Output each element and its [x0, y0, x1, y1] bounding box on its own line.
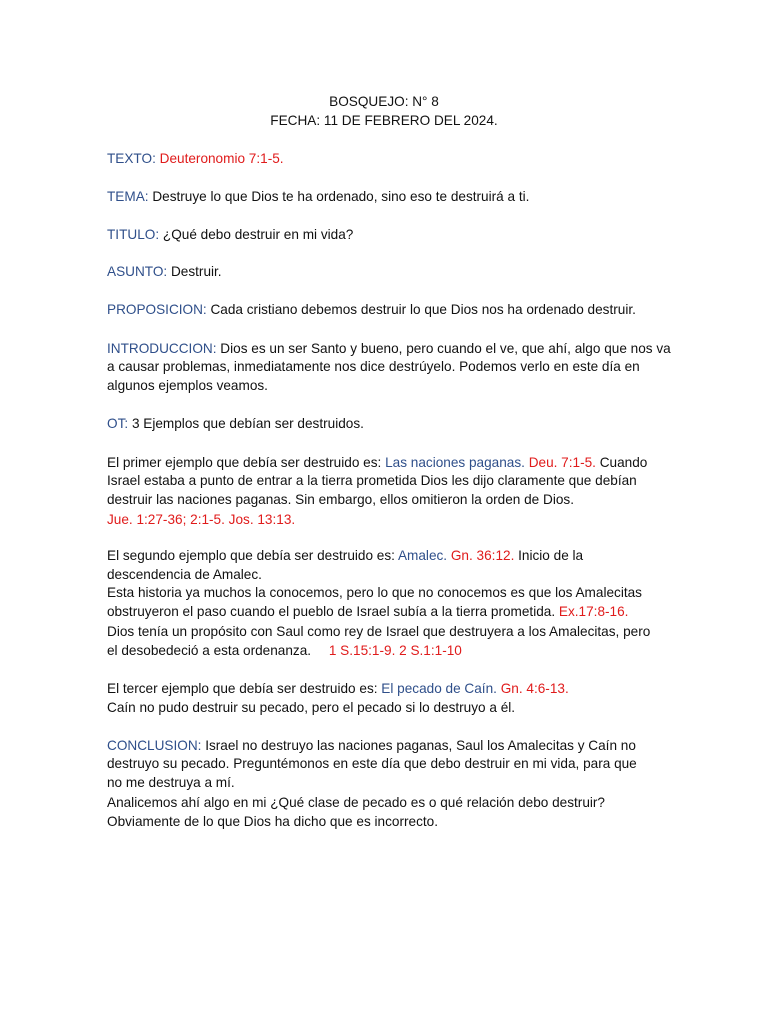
ejemplo2-line-6 — [107, 643, 462, 658]
ot-line — [107, 416, 364, 431]
ejemplo1-after: Cuando — [599, 455, 648, 470]
ejemplo1-reference: Deu. 7:1-5. — [528, 455, 596, 470]
conclusion-label: CONCLUSION: — [107, 738, 202, 753]
ejemplo2-line-1 — [107, 548, 583, 563]
conclusion-line-3: no me destruya a mí. — [107, 775, 235, 790]
conclusion-line-5: Obviamente de lo que Dios ha dicho que es incorrecto. — [107, 814, 438, 829]
outline-date: FECHA: 11 DE FEBRERO DEL 2024. — [270, 113, 498, 128]
ejemplo2-intro: El segundo ejemplo que debía ser destruido es: — [107, 548, 395, 563]
ejemplo3-reference: Gn. 4:6-13. — [500, 681, 569, 696]
ejemplo1-line-3: destruir las naciones paganas. Sin embargo, ellos omitieron la orden de Dios. — [107, 492, 574, 507]
proposicion-label: PROPOSICION: — [107, 302, 207, 317]
titulo-text: ¿Qué debo destruir en mi vida? — [162, 227, 354, 242]
ejemplo2-reference: Gn. 36:12. — [450, 548, 515, 563]
ejemplo3-line-1 — [107, 681, 569, 696]
titulo-label: TITULO: — [107, 227, 160, 242]
outline-number: BOSQUEJO: N° 8 — [329, 94, 439, 109]
ejemplo2-highlight: Amalec. — [397, 548, 448, 563]
ejemplo1-intro: El primer ejemplo que debía ser destruido es: — [107, 455, 382, 470]
ejemplo1-line-2: Israel estaba a punto de entrar a la tierra prometida Dios les dijo claramente que debían — [107, 473, 637, 488]
ejemplo1-highlight: Las naciones paganas. — [385, 455, 525, 470]
ot-text: 3 Ejemplos que debían ser destruidos. — [131, 416, 364, 431]
ejemplo2-line-6-text: el desobedeció a esta ordenanza. — [107, 643, 312, 658]
ejemplo1-refs-line: Jue. 1:27-36; 2:1-5. Jos. 13:13. — [107, 512, 296, 527]
ejemplo2-line-4-reference: Ex.17:8-16. — [558, 604, 629, 619]
ejemplo2-after: Inicio de la — [518, 548, 584, 563]
proposicion-text: Cada cristiano debemos destruir lo que Dios nos ha ordenado destruir. — [210, 302, 636, 317]
ejemplo2-line-5: Dios tenía un propósito con Saul como rey de Israel que destruyera a los Amalecitas, pero — [107, 624, 651, 639]
proposicion-line — [107, 302, 636, 317]
ejemplo2-line-3: Esta historia ya muchos la conocemos, pero lo que no conocemos es que los Amalecitas — [107, 585, 642, 600]
ot-label: OT: — [107, 416, 129, 431]
ejemplo2-line-6-reference: 1 S.15:1-9. 2 S.1:1-10 — [328, 643, 462, 658]
conclusion-text-1: Israel no destruyo las naciones paganas, Saul los Amalecitas y Caín no — [205, 738, 636, 753]
introduccion-label: INTRODUCCION: — [107, 341, 217, 356]
introduccion-line-3: algunos ejemplos veamos. — [107, 378, 268, 393]
tema-line — [107, 189, 529, 204]
ejemplo3-intro: El tercer ejemplo que debía ser destruido es: — [107, 681, 378, 696]
conclusion-line-4: Analicemos ahí algo en mi ¿Qué clase de pecado es o qué relación debo destruir? — [107, 795, 605, 810]
asunto-line — [107, 264, 222, 279]
asunto-text: Destruir. — [170, 264, 222, 279]
texto-label: TEXTO: — [107, 151, 156, 166]
texto-line — [107, 151, 284, 166]
introduccion-text-1: Dios es un ser Santo y bueno, pero cuando el ve, que ahí, algo que nos va — [220, 341, 671, 356]
introduccion-line-2: a causar problemas, inmediatamente nos dice destrúyelo. Podemos verlo en este día en — [107, 359, 640, 374]
introduccion-line-1 — [107, 341, 671, 356]
ejemplo2-line-4-text: obstruyeron el paso cuando el pueblo de Israel subía a la tierra prometida. — [107, 604, 556, 619]
tema-text: Destruye lo que Dios te ha ordenado, sino eso te destruirá a ti. — [152, 189, 530, 204]
ejemplo3-line-2: Caín no pudo destruir su pecado, pero el pecado si lo destruyo a él. — [107, 700, 516, 715]
asunto-label: ASUNTO: — [107, 264, 168, 279]
ejemplo1-line-1 — [107, 455, 647, 470]
ejemplo2-line-4 — [107, 604, 628, 619]
ejemplo2-line-2: descendencia de Amalec. — [107, 567, 262, 582]
tema-label: TEMA: — [107, 189, 149, 204]
ejemplo3-highlight: El pecado de Caín. — [381, 681, 497, 696]
titulo-line — [107, 227, 353, 242]
texto-reference: Deuteronomio 7:1-5. — [159, 151, 284, 166]
conclusion-line-2: destruyo su pecado. Preguntémonos en este día que debo destruir en mi vida, para que — [107, 756, 637, 771]
conclusion-line-1 — [107, 738, 636, 753]
